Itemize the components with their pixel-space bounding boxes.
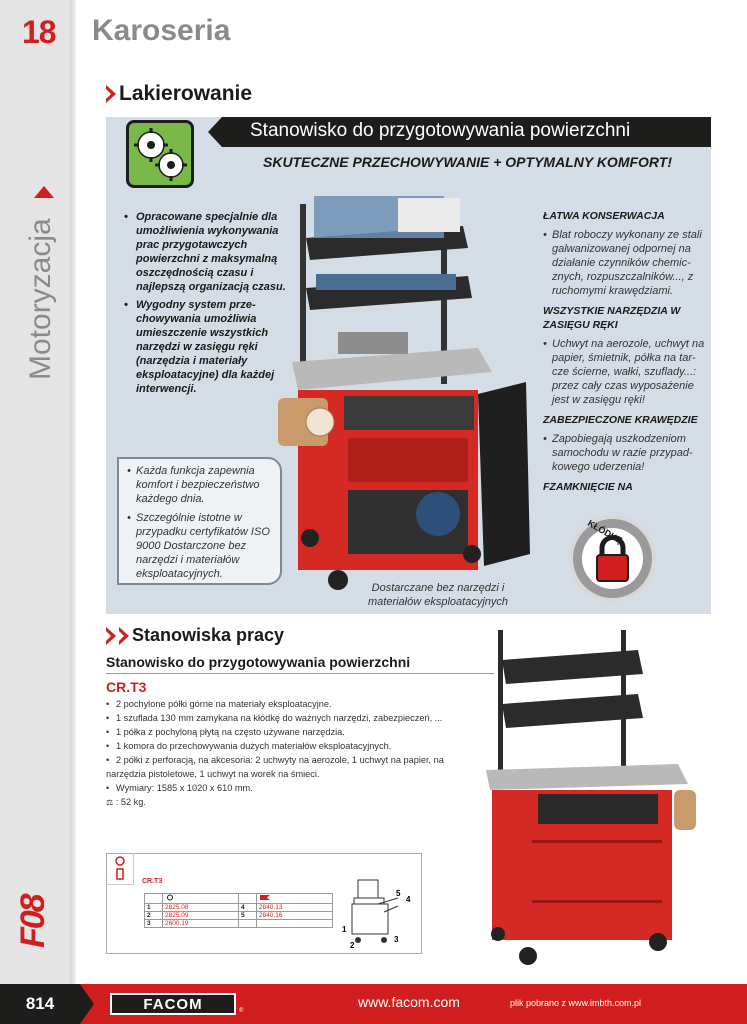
triangle-bullet-icon (106, 85, 116, 103)
image-caption: Dostarczane bez narzędzi i materiałów eksploatacyjnych (367, 582, 508, 608)
table-cell: 2840.16 (257, 912, 333, 920)
table-row (145, 904, 333, 912)
feature-heading: ZABEZPIECZONE KRAWĘDZIE (543, 414, 698, 426)
weight-text: : 52 kg. (115, 797, 146, 807)
table-cell: 4 (239, 904, 257, 912)
table-cell (257, 920, 333, 928)
feature-heading: ŁATWA KONSERWACJA (543, 210, 665, 222)
chevron-right-icon (80, 984, 94, 1024)
facom-mark-icon (259, 894, 271, 901)
list-item: • Szczególnie istotne w przypadku certyfikatów ISO 9000 Dostarczone bez narzędzi i materiałów eksploatacyjnych. (127, 511, 274, 581)
feature-subtitle: SKUTECZNE PRZECHOWYWANIE + OPTYMALNY KOMFORT! (263, 154, 672, 170)
feature-text: • Zapobiegają uszkodzeniom samochodu w razie przypad- kowego uderzenia! (543, 432, 711, 474)
list-item: • Wymiary: 1585 x 1020 x 610 mm. (106, 781, 494, 795)
feature-title: Stanowisko do przygotowywania powierzchni (250, 120, 631, 141)
section-heading-stanowiska (106, 625, 284, 646)
product-ref: CR.T3 (106, 679, 147, 695)
list-item (106, 795, 494, 810)
section-title: Stanowiska pracy (132, 625, 285, 645)
table-cell: 5 (239, 912, 257, 920)
callout-label: 3 (394, 935, 399, 944)
side-arrow-icon (34, 186, 54, 198)
brand-logo: FACOM (110, 993, 236, 1015)
spine-shadow (70, 0, 76, 1024)
catalog-code: F08 (14, 895, 52, 948)
feature-left-bullets (124, 210, 294, 400)
table-cell: 2600.19 (163, 920, 239, 928)
list-item: • 1 szuflada 130 mm zamykana na kłódkę do ważnych narzędzi, zabezpieczeń, ... (106, 711, 494, 725)
divider (106, 673, 494, 674)
registered-mark: ® (239, 1008, 244, 1014)
feature-heading: WSZYSTKIE NARZĘDZIA W ZASIĘGU RĘKI (543, 305, 681, 331)
chapter-title: Karoseria (92, 14, 231, 47)
table-cell (145, 894, 163, 904)
table-cell: 2840.13 (257, 904, 333, 912)
list-item: • 1 półka z pochyloną płytą na często używane narzędzia. (106, 725, 494, 739)
table-cell: 2825.08 (163, 904, 239, 912)
left-spine (0, 0, 76, 1024)
exploded-diagram (340, 872, 416, 950)
website-link[interactable]: www.facom.com (358, 994, 460, 1010)
source-note: plik pobrano z www.imbth.com.pl (510, 998, 642, 1008)
table-cell (239, 920, 257, 928)
triangle-bullet-icon (119, 627, 129, 645)
product-specs (106, 697, 494, 810)
triangle-bullet-icon (106, 627, 116, 645)
list-item: • Wygodny system prze- chowywania umożliwia umieszczenie wszystkich narzędzi w zasięgu ręki (narzędzia i materiały eksploatacyjne) dla każdej interwencji. (124, 298, 294, 396)
key-icon (165, 894, 175, 901)
callout-label: 5 (396, 889, 401, 898)
feature-text: • Blat roboczy wykonany ze stali galwanizowanej odpornej na działanie czynników chemic- znych, rozpuszczalników..., z ruchomymi krawędziami. (543, 228, 711, 298)
side-section-word: Motoryzacja (24, 218, 57, 380)
product-title: Stanowisko do przygotowywania powierzchni (106, 654, 411, 670)
parts-table (144, 893, 333, 928)
lock-label: KŁÓDKĘ (586, 518, 624, 546)
list-item: • 2 półki z perforacją, na akcesoria: 2 uchwyty na aerozole, 1 uchwyt na papier, na (106, 753, 494, 767)
list-item: • 1 komora do przechowywania dużych materiałów eksploatacyjnych. (106, 739, 494, 753)
padlock-badge (569, 515, 656, 602)
table-cell: 2825.09 (163, 912, 239, 920)
product-photo (478, 630, 700, 966)
gears-icon (126, 120, 194, 188)
table-cell (163, 894, 239, 904)
section-heading-lakierowanie (106, 82, 252, 106)
weight-icon: ⚖ (106, 798, 114, 807)
table-row (145, 920, 333, 928)
workstation-illustration (278, 176, 540, 600)
table-cell (257, 894, 333, 904)
callout-label: 2 (350, 941, 355, 950)
page-number: 814 (0, 984, 80, 1024)
table-cell: 3 (145, 920, 163, 928)
table-row (145, 912, 333, 920)
section-title: Lakierowanie (119, 82, 253, 105)
list-item: • Każda funkcja zapewnia komfort i bezpieczeństwo każdego dnia. (127, 464, 274, 506)
feature-right-column (543, 209, 711, 499)
chapter-number: 18 (22, 14, 56, 50)
tools-icon (106, 853, 134, 885)
table-cell (239, 894, 257, 904)
feature-heading: FZAMKNIĘCIE NA (543, 481, 633, 493)
list-item: narzędzia pistoletowe, 1 uchwyt na worek na śmieci. (106, 769, 320, 779)
callout-label: 1 (342, 925, 347, 934)
list-item: • Opracowane specjalnie dla umożliwienia wykonywania prac przygotawczych powierzchni z maksymalną oszczędnością czasu i najlepszą organizacją czasu. (124, 210, 294, 294)
info-box (117, 457, 282, 585)
table-cell: 1 (145, 904, 163, 912)
callout-label: 4 (406, 895, 411, 904)
table-cell: 2 (145, 912, 163, 920)
feature-text: • Uchwyt na aerozole, uchwyt na papier, śmietnik, półka na tar- cze ścierne, wałki, szuflady...: przez cały czas wyposażenie jest w zasięgu ręki! (543, 337, 711, 407)
table-ref: CR.T3 (142, 878, 163, 885)
table-row (145, 894, 333, 904)
list-item: • 2 pochylone półki górne na materiały eksploatacyjne. (106, 697, 494, 711)
